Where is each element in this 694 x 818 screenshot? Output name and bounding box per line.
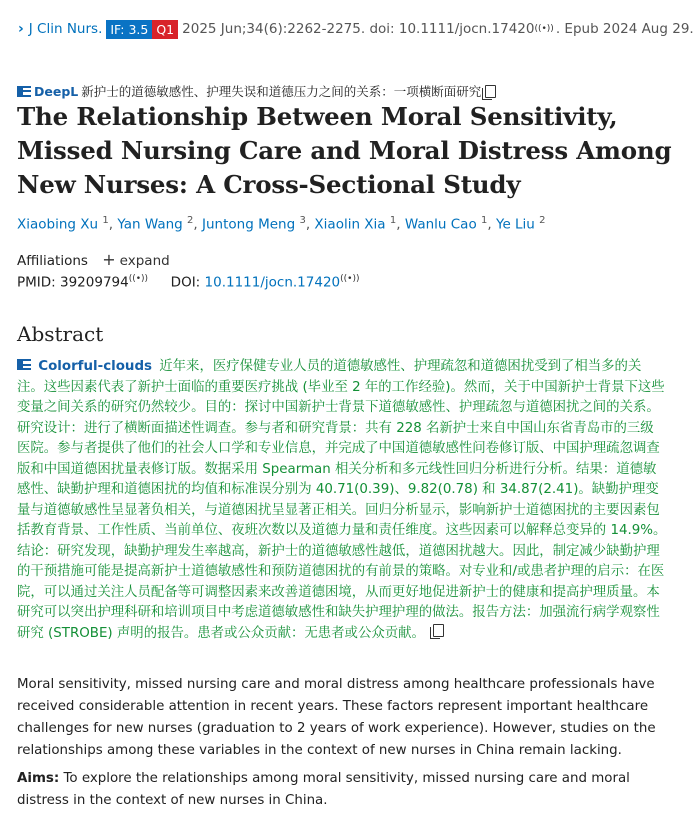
citation-details: 2025 Jun;34(6):2262-2275. doi: 10.1111/jocn.17420 xyxy=(182,21,535,37)
impact-factor-badge: IF: 3.5 xyxy=(106,20,152,39)
author-link[interactable]: Yan Wang xyxy=(117,216,183,233)
affiliations-label: Affiliations xyxy=(17,253,88,269)
author-affil-sup[interactable]: 1 xyxy=(389,215,397,226)
epub-date: . Epub 2024 Aug 29. xyxy=(555,21,694,37)
speaker-wave-icon[interactable]: ((•)) xyxy=(534,24,554,34)
plus-icon: + xyxy=(102,250,116,269)
author-link[interactable]: Xiaobing Xu xyxy=(17,216,99,233)
author-affil-sup[interactable]: 2 xyxy=(539,215,546,226)
citation-line xyxy=(18,19,694,39)
doi-label: DOI: xyxy=(170,274,201,291)
author-list: Xiaobing Xu $^1$, Yan Wang $^2$, Juntong Meng $^3$, Xiaolin Xia $^1$, Wanlu Cao $^1$, Ye Liu $^2$ xyxy=(17,215,546,233)
author-affil-sup[interactable]: 2 xyxy=(187,215,194,226)
journal-link[interactable]: J Clin Nurs. xyxy=(28,21,103,37)
author-link[interactable]: Ye Liu xyxy=(495,216,535,233)
author-affil-sup[interactable]: 1 xyxy=(102,215,109,226)
aims-label: Aims: xyxy=(17,771,60,786)
translated-title-text: 新护士的道德敏感性、护理失误和道德压力之间的关系：一项横断面研究 xyxy=(81,84,482,99)
translated-title xyxy=(17,82,496,100)
aims-paragraph xyxy=(17,768,667,812)
expand-label: expand xyxy=(119,253,170,269)
translated-abstract xyxy=(17,357,667,644)
affiliations-toggle[interactable] xyxy=(17,250,170,269)
identifiers xyxy=(17,274,362,291)
copy-icon[interactable] xyxy=(433,624,444,637)
aims-text: To explore the relationships among moral sensitivity, missed nursing care and moral distress in the context of new nurses in China. xyxy=(17,771,630,808)
translation-engine-label: Colorful-clouds xyxy=(38,359,153,374)
copy-icon[interactable] xyxy=(485,85,496,98)
translation-engine-label: DeepL xyxy=(34,83,79,99)
quartile-badge: Q1 xyxy=(152,20,178,39)
abstract-paragraph: Moral sensitivity, missed nursing care and moral distress among healthcare professionals have received considerable attention in recent years. These factors represent important healthcare challenges for new nurses (graduation to 2 years of work experience). However, studies on the relationships among these variables in the context of new nurses in China remain lacking. xyxy=(17,677,656,758)
speaker-wave-icon[interactable]: ((•)) xyxy=(340,274,360,284)
translate-icon xyxy=(17,86,31,97)
author-link[interactable]: Juntong Meng xyxy=(202,216,296,233)
speaker-wave-icon[interactable]: ((•)) xyxy=(128,274,149,284)
pmid: PMID: 39209794 xyxy=(17,274,129,291)
expand-button[interactable] xyxy=(102,250,170,269)
abstract-heading: Abstract xyxy=(17,322,104,346)
translated-abstract-text: 近年来，医疗保健专业人员的道德敏感性、护理疏忽和道德困扰受到了相当多的关注。这些因素代表了新护士面临的重要医疗挑战 (毕业至 2 年的工作经验)。然而，关于中国新护士背景下这些变量之间关系的研究仍然较少。目的：探讨中国新护士背景下道德敏感性、护理疏忽与道德困扰之间的关系。研究设计：进行了横断面描述性调查。参与者和研究背景：共有 228 名新护士来自中国山东省青岛市的三级医院。参与者提供了他们的社会人口学和专业信息，并完成了中国道德敏感性问卷修订版、中国护理疏忽调查版和中国道德困扰量表修订版。数据采用 Spearman 相关分析和多元线性回归分析进行分析。结果：道德敏感性、缺勤护理和道德困扰的均值和标准误分别为 40.71(0.39)、9.82(0.78) 和 34.87(2.41)。缺勤护理变量与道德敏感性呈显著负相关，与道德困扰呈显著正相关。回归分析显示，影响新护士道德困扰的主要因素包括教育背景、工作性质、当前单位、夜班次数以及道德力量和责任维度。这些因素可以解释总变异的 14.9%。结论：研究发现，缺勤护理发生率越高，新护士的道德敏感性越低，道德困扰越大。因此，制定减少缺勤护理的干预措施可能是提高新护士道德敏感性和预防道德困扰的有前景的策略。对专业和/或患者护理的启示：在医院，可以通过关注人员配备等可调整因素来改善道德困境，从而更好地促进新护士的健康和提高护理质量。本研究可以突出护理科研和培训项目中考虑道德敏感性和缺失护理护理的做法。报告方法：加强流行病学观察性研究 (STROBE) 声明的报告。患者或公众贡献：无患者或公众贡献。 xyxy=(17,359,667,641)
article-title: The Relationship Between Moral Sensitivity, Missed Nursing Care and Moral Distress Among New Nurses: A Cross-Sectional Study xyxy=(17,102,672,199)
author-link[interactable]: Xiaolin Xia xyxy=(314,216,386,233)
author-link[interactable]: Wanlu Cao xyxy=(404,216,477,233)
chevron-right-icon[interactable]: › xyxy=(18,21,24,37)
author-affil-sup[interactable]: 1 xyxy=(481,215,488,226)
translate-icon xyxy=(17,359,31,370)
doi-link[interactable]: 10.1111/jocn.17420 xyxy=(204,274,341,291)
author-affil-sup[interactable]: 3 xyxy=(299,215,306,226)
